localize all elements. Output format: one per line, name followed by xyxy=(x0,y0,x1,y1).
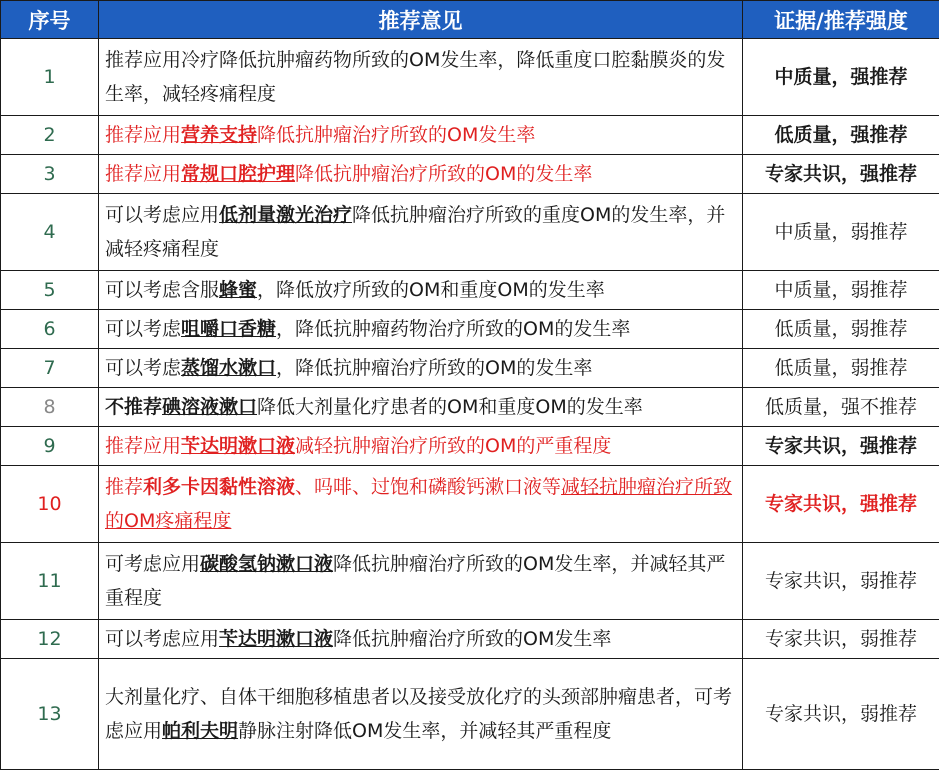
table-row xyxy=(1,271,939,310)
row-number: 5 xyxy=(1,271,99,310)
row-number: 8 xyxy=(1,388,99,427)
recommendation-text: 可以考虑咀嚼口香糖，降低抗肿瘤药物治疗所致的OM的发生率 xyxy=(99,310,743,349)
header-no: 序号 xyxy=(1,1,99,39)
header-recommendation: 推荐意见 xyxy=(99,1,743,39)
evidence-grade: 中质量，弱推荐 xyxy=(743,194,939,271)
row-number: 7 xyxy=(1,349,99,388)
evidence-grade: 专家共识，弱推荐 xyxy=(743,620,939,659)
recommendation-text: 可以考虑应用苄达明漱口液降低抗肿瘤治疗所致的OM发生率 xyxy=(99,620,743,659)
evidence-grade: 专家共识，弱推荐 xyxy=(743,659,939,770)
recommendation-text: 可以考虑含服蜂蜜，降低放疗所致的OM和重度OM的发生率 xyxy=(99,271,743,310)
recommendation-text: 可考虑应用碳酸氢钠漱口液降低抗肿瘤治疗所致的OM发生率，并减轻其严重程度 xyxy=(99,543,743,620)
key-intervention: 常规口腔护理 xyxy=(181,163,295,185)
table-row xyxy=(1,466,939,543)
recommendation-text: 推荐应用苄达明漱口液减轻抗肿瘤治疗所致的OM的严重程度 xyxy=(99,427,743,466)
row-number: 11 xyxy=(1,543,99,620)
table-row xyxy=(1,310,939,349)
table-row xyxy=(1,116,939,155)
key-intervention: 蒸馏水漱口 xyxy=(181,357,276,379)
table-row xyxy=(1,659,939,770)
key-intervention: 蜂蜜 xyxy=(219,279,257,301)
row-number: 9 xyxy=(1,427,99,466)
key-intervention: 低剂量激光治疗 xyxy=(219,204,352,226)
evidence-grade: 专家共识，强推荐 xyxy=(743,466,939,543)
recommendation-text: 不推荐碘溶液漱口降低大剂量化疗患者的OM和重度OM的发生率 xyxy=(99,388,743,427)
evidence-grade: 低质量，强不推荐 xyxy=(743,388,939,427)
table-row xyxy=(1,194,939,271)
evidence-grade: 低质量，弱推荐 xyxy=(743,349,939,388)
evidence-grade: 低质量，弱推荐 xyxy=(743,310,939,349)
evidence-grade: 低质量，强推荐 xyxy=(743,116,939,155)
recommendation-text: 推荐利多卡因黏性溶液、吗啡、过饱和磷酸钙漱口液等减轻抗肿瘤治疗所致的OM疼痛程度 xyxy=(99,466,743,543)
table-row xyxy=(1,427,939,466)
recommendation-text: 推荐应用常规口腔护理降低抗肿瘤治疗所致的OM的发生率 xyxy=(99,155,743,194)
table-row xyxy=(1,39,939,116)
key-intervention: 利多卡因黏性溶液 xyxy=(143,476,295,498)
key-intervention: 苄达明漱口液 xyxy=(219,628,333,650)
row-number: 10 xyxy=(1,466,99,543)
table-row xyxy=(1,620,939,659)
evidence-grade: 专家共识，弱推荐 xyxy=(743,543,939,620)
recommendation-text: 大剂量化疗、自体干细胞移植患者以及接受放化疗的头颈部肿瘤患者，可考虑应用帕利夫明静脉注射降低OM发生率，并减轻其严重程度 xyxy=(99,659,743,770)
evidence-grade: 中质量，弱推荐 xyxy=(743,271,939,310)
row-number: 12 xyxy=(1,620,99,659)
table-row xyxy=(1,349,939,388)
header-grade: 证据/推荐强度 xyxy=(743,1,939,39)
row-number: 13 xyxy=(1,659,99,770)
recommendation-text: 推荐应用营养支持降低抗肿瘤治疗所致的OM发生率 xyxy=(99,116,743,155)
row-number: 3 xyxy=(1,155,99,194)
table-row xyxy=(1,388,939,427)
table-header-row xyxy=(1,1,939,39)
row-number: 2 xyxy=(1,116,99,155)
key-intervention: 营养支持 xyxy=(181,124,257,146)
row-number: 6 xyxy=(1,310,99,349)
evidence-grade: 专家共识，强推荐 xyxy=(743,155,939,194)
table-row xyxy=(1,543,939,620)
key-intervention: 咀嚼口香糖 xyxy=(181,318,276,340)
recommendation-text: 推荐应用冷疗降低抗肿瘤药物所致的OM发生率，降低重度口腔黏膜炎的发生率，减轻疼痛程度 xyxy=(99,39,743,116)
evidence-grade: 专家共识，强推荐 xyxy=(743,427,939,466)
key-intervention: 碳酸氢钠漱口液 xyxy=(200,553,333,575)
row-number: 1 xyxy=(1,39,99,116)
row-number: 4 xyxy=(1,194,99,271)
evidence-grade: 中质量，强推荐 xyxy=(743,39,939,116)
key-intervention: 帕利夫明 xyxy=(162,720,238,742)
table-row xyxy=(1,155,939,194)
recommendation-text: 可以考虑应用低剂量激光治疗降低抗肿瘤治疗所致的重度OM的发生率，并减轻疼痛程度 xyxy=(99,194,743,271)
key-intervention: 苄达明漱口液 xyxy=(181,435,295,457)
key-intervention: 碘溶液漱口 xyxy=(162,396,257,418)
recommendation-text: 可以考虑蒸馏水漱口，降低抗肿瘤治疗所致的OM的发生率 xyxy=(99,349,743,388)
